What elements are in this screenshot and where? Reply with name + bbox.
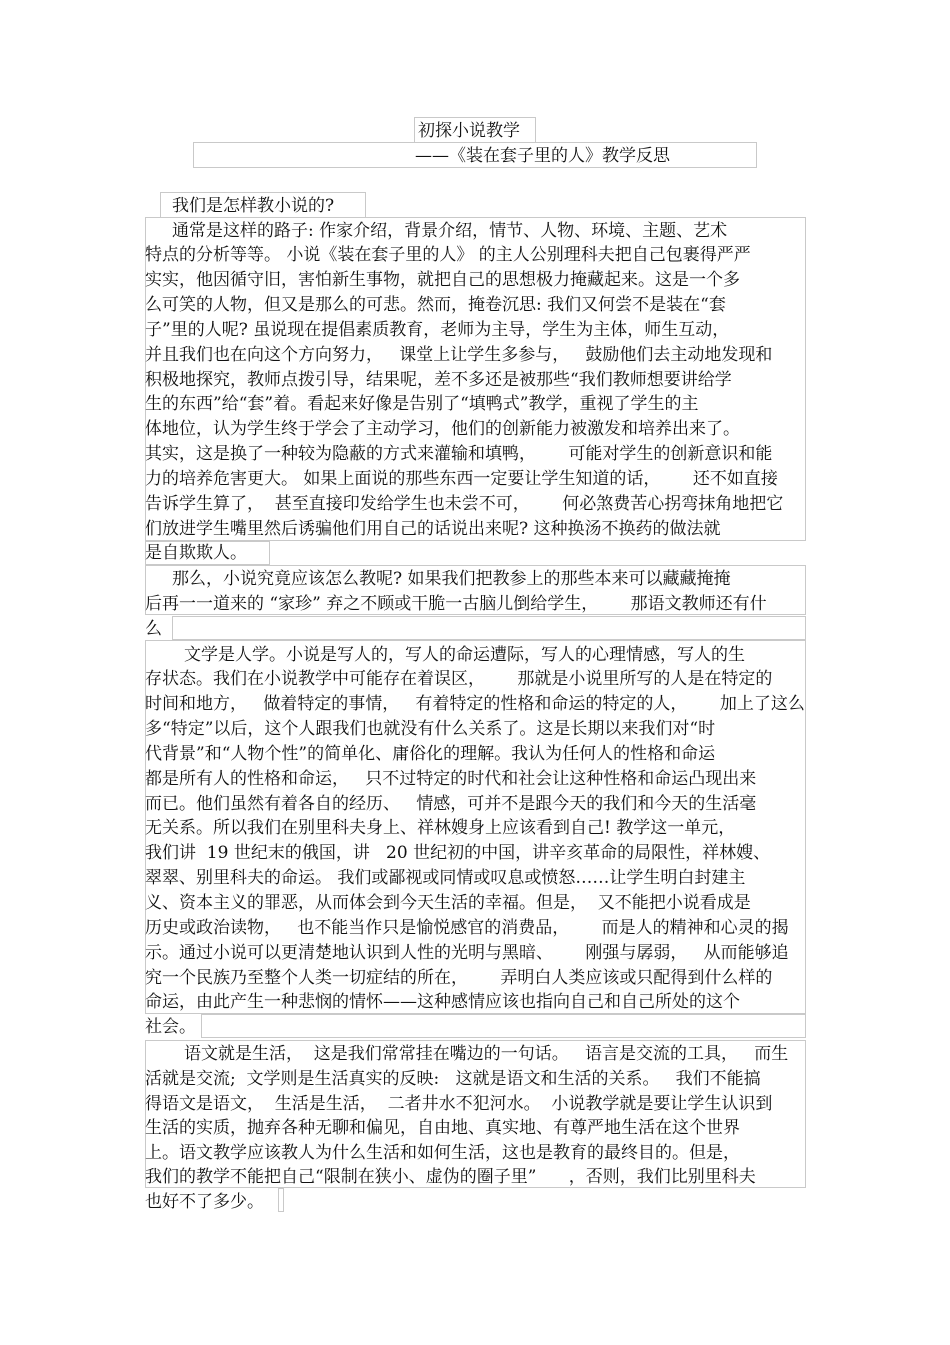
paragraph-2-tail-box (172, 616, 806, 640)
paragraph-line: 通常是这样的路子: 作家介绍，背景介绍，情节、人物、环境、主题、艺术 (172, 221, 728, 241)
paragraph-line: 是自欺欺人。 (145, 543, 247, 563)
paragraph-line: 力的培养危害更大。 如果上面说的那些东西一定要让学生知道的话， 还不如直接 (145, 469, 778, 489)
paragraph-line: 示。通过小说可以更清楚地认识到人性的光明与黑暗、 刚强与孱弱， 从而能够追 (145, 943, 789, 963)
paragraph-line: 告诉学生算了， 甚至直接印发给学生也未尝不可， 何必煞费苦心拐弯抹角地把它 (145, 494, 784, 514)
paragraph-line: 那么，小说究竟应该怎么教呢? 如果我们把教参上的那些本来可以藏藏掩掩 (172, 569, 731, 589)
paragraph-line: 社会。 (145, 1017, 196, 1037)
paragraph-line: 命运，由此产生一种悲悯的情怀——这种感情应该也指向自己和自己所处的这个 (145, 992, 740, 1012)
paragraph-line: 究一个民族乃至整个人类一切症结的所在， 弄明白人类应该或只配得到什么样的 (145, 968, 773, 988)
page-title: 初探小说教学 (418, 121, 520, 141)
paragraph-line: 时间和地方， 做着特定的事情， 有着特定的性格和命运的特定的人， 加上了这么 (145, 694, 805, 714)
paragraph-line: 得语文是语文， 生活是生活， 二者井水不犯河水。 小说教学就是要让学生认识到 (145, 1094, 773, 1114)
section-heading: 我们是怎样教小说的? (172, 196, 335, 216)
paragraph-line: 也好不了多少。 (145, 1192, 264, 1212)
paragraph-line: 我们讲 19 世纪末的俄国，讲 20 世纪初的中国，讲辛亥革命的局限性，祥林嫂、 (145, 843, 771, 863)
paragraph-line: 体地位，认为学生终于学会了主动学习，他们的创新能力被激发和培养出来了。 (145, 419, 740, 439)
page-subtitle: ——《装在套子里的人》教学反思 (415, 146, 670, 166)
paragraph-line: 历史或政治读物， 也不能当作只是愉悦感官的消费品， 而是人的精神和心灵的揭 (145, 918, 789, 938)
paragraph-line: 其实，这是换了一种较为隐蔽的方式来灌输和填鸭， 可能对学生的创新意识和能 (145, 444, 773, 464)
paragraph-line: 多“特定”以后，这个人跟我们也就没有什么关系了。这是长期以来我们对“时 (145, 719, 716, 739)
paragraph-line: 实实，他因循守旧，害怕新生事物，就把自己的思想极力掩藏起来。这是一个多 (145, 270, 740, 290)
paragraph-line: 积极地探究，教师点拨引导，结果呢，差不多还是被那些“我们教师想要讲给学 (145, 370, 732, 390)
paragraph-line: 并且我们也在向这个方向努力， 课堂上让学生多参与， 鼓励他们去主动地发现和 (145, 345, 773, 365)
paragraph-line: 们放进学生嘴里然后诱骗他们用自己的话说出来呢? 这种换汤不换药的做法就 (145, 519, 721, 539)
paragraph-line: 语文就是生活， 这是我们常常挂在嘴边的一句话。 语言是交流的工具， 而生 (184, 1044, 789, 1064)
paragraph-line: 翠翠、别里科夫的命运。 我们或鄙视或同情或叹息或愤怒……让学生明白封建主 (145, 868, 746, 888)
paragraph-line: 存状态。我们在小说教学中可能存在着误区， 那就是小说里所写的人是在特定的 (145, 669, 773, 689)
paragraph-line: 义、资本主义的罪恶，从而体会到今天生活的幸福。但是， 又不能把小说看成是 (145, 893, 751, 913)
paragraph-line: 上。语文教学应该教人为什么生活和如何生活，这也是教育的最终目的。但是， (145, 1143, 740, 1163)
paragraph-line: 代背景”和“人物个性”的简单化、庸俗化的理解。我认为任何人的性格和命运 (145, 744, 716, 764)
paragraph-line: 无关系。所以我们在别里科夫身上、祥林嫂身上应该看到自己! 教学这一单元， (145, 818, 736, 838)
paragraph-line: 都是所有人的性格和命运， 只不过特定的时代和社会让这种性格和命运凸现出来 (145, 769, 757, 789)
paragraph-line: 活就是交流; 文学则是生活真实的反映: 这就是语文和生活的关系。 我们不能搞 (145, 1069, 761, 1089)
paragraph-line: 文学是人学。小说是写人的，写人的命运遭际，写人的心理情感，写人的生 (184, 645, 745, 665)
paragraph-3-tail-box (201, 1014, 806, 1038)
paragraph-line: 么 (145, 619, 162, 639)
paragraph-line: 后再一一道来的 “家珍” 弃之不顾或干脆一古脑儿倒给学生， 那语文教师还有什 (145, 594, 767, 614)
paragraph-line: 子”里的人呢? 虽说现在提倡素质教育，老师为主导，学生为主体，师生互动， (145, 320, 730, 340)
paragraph-line: 么可笑的人物，但又是那么的可悲。然而，掩卷沉思: 我们又何尝不是装在“套 (145, 295, 726, 315)
paragraph-line: 生的东西”给“套”着。看起来好像是告别了“填鸭式”教学，重视了学生的主 (145, 394, 699, 414)
paragraph-line: 而已。他们虽然有着各自的经历、 情感，可并不是跟今天的我们和今天的生活毫 (145, 794, 757, 814)
paragraph-line: 我们的教学不能把自己“限制在狭小、虚伪的圈子里” ，否则，我们比别里科夫 (145, 1167, 756, 1187)
paragraph-line: 生活的实质，抛弃各种无聊和偏见，自由地、真实地、有尊严地生活在这个世界 (145, 1118, 740, 1138)
paragraph-4-tail-box (278, 1188, 284, 1212)
paragraph-line: 特点的分析等等。 小说《装在套子里的人》 的主人公别理科夫把自己包裹得严严 (145, 245, 751, 265)
